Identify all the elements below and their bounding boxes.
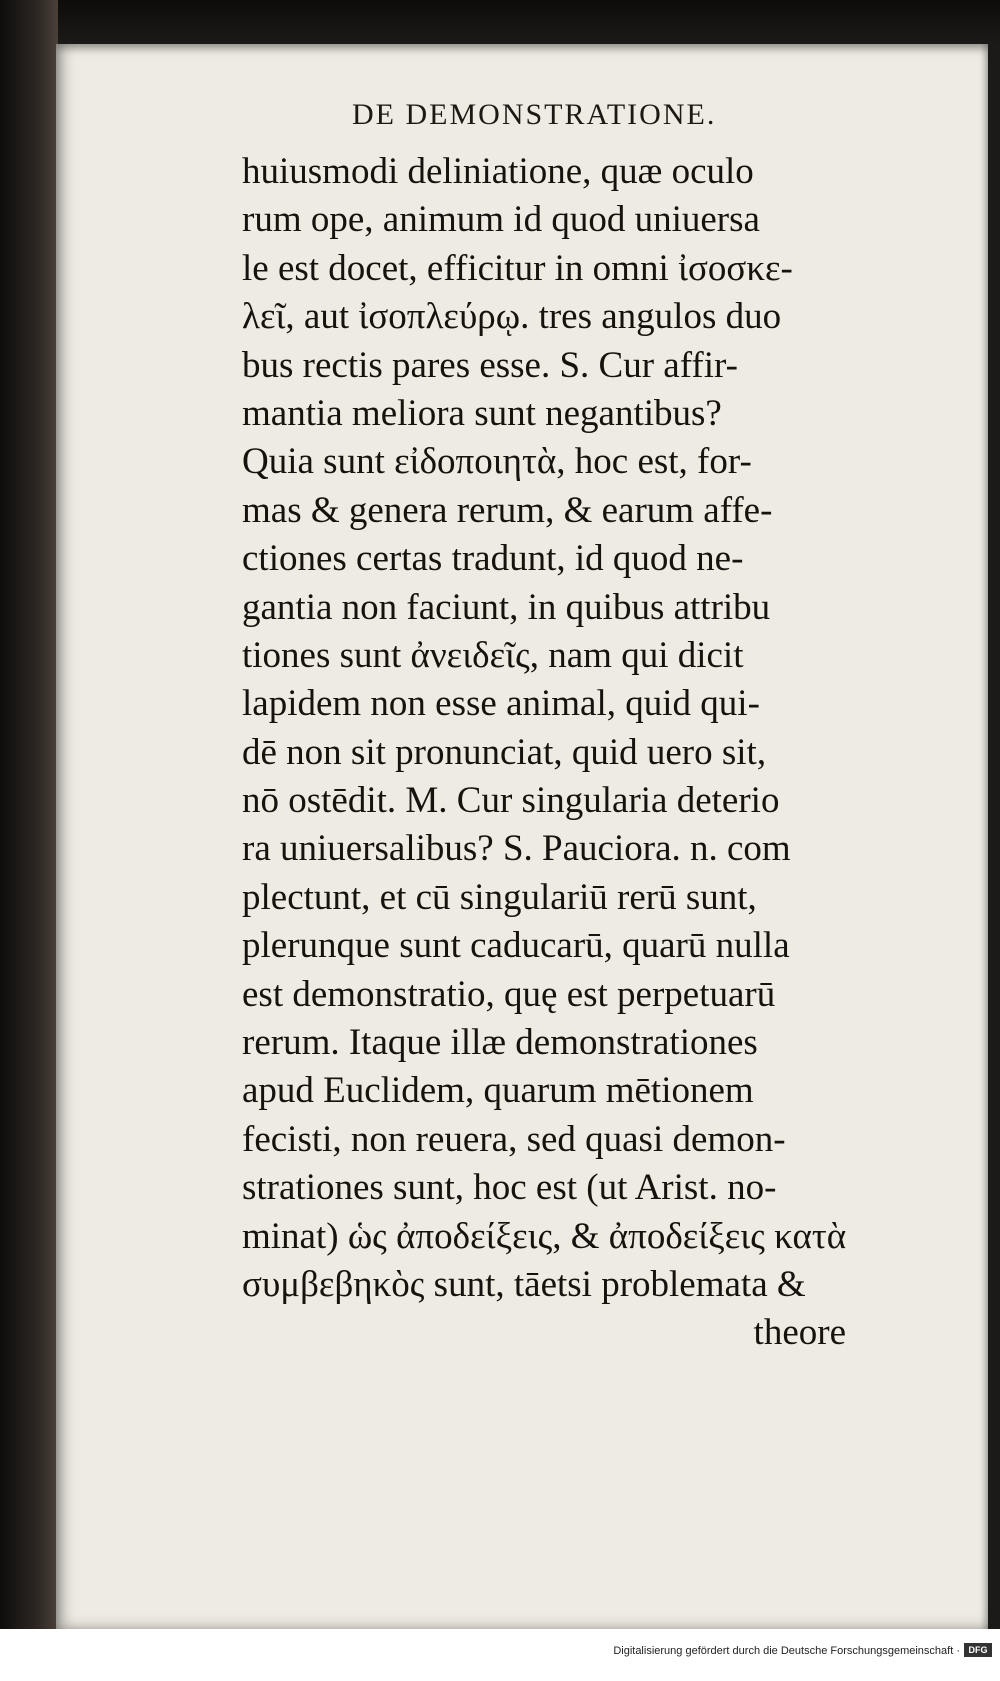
text-line: ctiones certas tradunt, id quod ne- bbox=[242, 538, 744, 580]
text-line: mas & genera rerum, & earum affe- bbox=[242, 489, 773, 531]
text-line: rerum. Itaque illæ demonstrationes bbox=[242, 1022, 758, 1064]
text-line: dē non sit pronunciat, quid uero sit, bbox=[242, 731, 767, 773]
text-line: λεῖ, aut ἰσοπλεύρῳ. tres angulos duo bbox=[242, 296, 782, 338]
text-line: huiusmodi deliniatione, quæ oculo bbox=[242, 151, 754, 192]
text-line: le est docet, efficitur in omni ἰσοσκε- bbox=[242, 247, 793, 289]
text-line: gantia non faciunt, in quibus attribu bbox=[242, 586, 771, 628]
scan-top-border bbox=[0, 0, 1000, 48]
text-line: lapidem non esse animal, quid qui- bbox=[242, 683, 760, 725]
text-line: rum ope, animum id quod uniuersa bbox=[242, 199, 760, 241]
text-line: plerunque sunt caducarū, quarū nulla bbox=[242, 925, 790, 967]
text-line: plectunt, et cū singulariū rerū sunt, bbox=[242, 876, 757, 918]
book-spine-shadow bbox=[0, 0, 58, 1681]
running-head: DE DEMONSTRATIONE. bbox=[352, 98, 717, 131]
text-line: minat) ὡς ἀποδείξεις, & ἀποδείξεις κατὰ bbox=[242, 1215, 846, 1257]
text-line: συμβεβηκὸς sunt, tāetsi problemata & bbox=[242, 1263, 806, 1305]
text-line: apud Euclidem, quarum mētionem bbox=[242, 1070, 754, 1112]
text-line: tiones sunt ἀνειδεῖς, nam qui dicit bbox=[242, 634, 744, 676]
catchword: theore bbox=[753, 1312, 846, 1354]
body-text bbox=[242, 148, 846, 1358]
text-line: bus rectis pares esse. S. Cur affir- bbox=[242, 344, 738, 386]
text-line: strationes sunt, hoc est (ut Arist. no- bbox=[242, 1167, 777, 1209]
text-line: nō ostēdit. M. Cur singularia deterio bbox=[242, 780, 780, 822]
text-line: ra uniuersalibus? S. Pauciora. n. com bbox=[242, 828, 791, 870]
text-line: est demonstratio, quę est perpetuarū bbox=[242, 973, 776, 1015]
dfg-logo: DFG bbox=[964, 1643, 992, 1657]
text-line: Quia sunt εἰδοποιητὰ, hoc est, for- bbox=[242, 441, 752, 483]
footer-credit: Digitalisierung gefördert durch die Deutsche Forschungsgemeinschaft · bbox=[613, 1645, 960, 1657]
footer-bar bbox=[0, 1629, 1000, 1681]
text-line: fecisti, non reuera, sed quasi demon- bbox=[242, 1118, 786, 1160]
text-line: mantia meliora sunt negantibus? bbox=[242, 392, 722, 434]
